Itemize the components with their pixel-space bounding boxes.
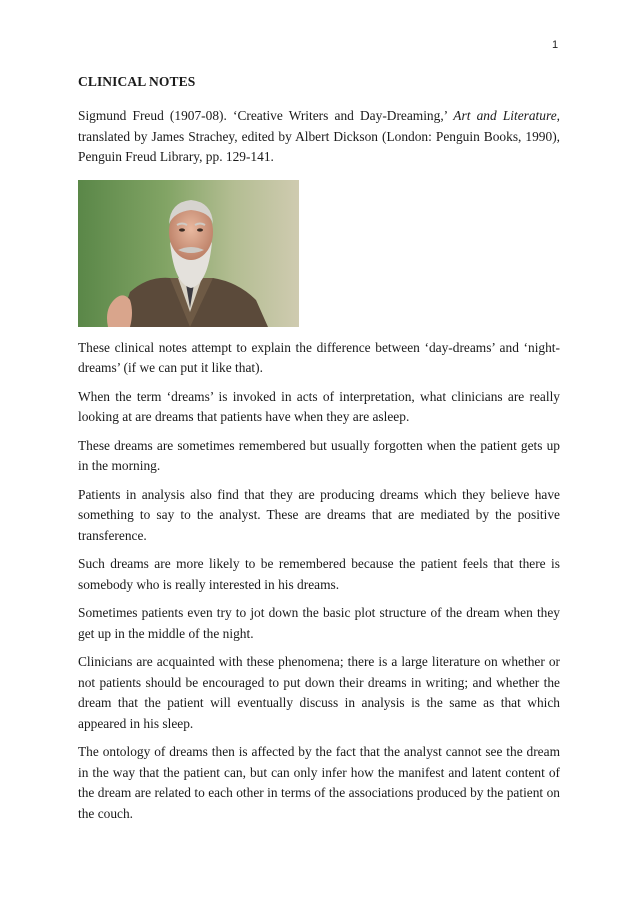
- paragraph-7: Clinicians are acquainted with these phenomena; there is a large literature on whether or not patients should be encouraged to put down their dreams in writing; and whether the dream that the patient will eventually discuss in analysis is the same as that which appeared in his sleep.: [78, 654, 560, 731]
- portrait-illustration: [78, 180, 299, 327]
- citation: [78, 106, 560, 168]
- paragraph-4: Patients in analysis also find that they are producing dreams which they believe have something to say to the analyst. These are dreams that are mediated by the positive transference.: [78, 486, 560, 543]
- citation-text-end: , translated by James Strachey, edited by Albert Dickson (London: Penguin Books, 1990), Penguin Freud Library, pp. 129-141.: [78, 108, 560, 164]
- citation-text-start: Sigmund Freud (1907-08). ‘Creative Writers and Day-Dreaming,’: [78, 108, 454, 123]
- portrait-photo: [78, 180, 299, 327]
- paragraph-6: Sometimes patients even try to jot down the basic plot structure of the dream when they get up in the middle of the night.: [78, 605, 560, 641]
- paragraph-2: When the term ‘dreams’ is invoked in acts of interpretation, what clinicians are really looking at are dreams that patients have when they are asleep.: [78, 388, 560, 424]
- citation-book-title: Art and Literature: [453, 108, 557, 123]
- paragraph-3: These dreams are sometimes remembered but usually forgotten when the patient gets up in the morning.: [78, 437, 560, 473]
- paragraph-8: The ontology of dreams then is affected by the fact that the analyst cannot see the dream in the way that the patient can, but can only infer how the manifest and latent content of the dream are related to each other in terms of the associations produced by the patient on the couch.: [78, 744, 560, 821]
- paragraph-5: Such dreams are more likely to be remembered because the patient feels that there is somebody who is really interested in his dreams.: [78, 556, 560, 592]
- document-heading: CLINICAL NOTES: [78, 74, 196, 89]
- page-number: 1: [552, 39, 559, 51]
- paragraph-1: These clinical notes attempt to explain the difference between ‘day-dreams’ and ‘night-dreams’ (if we can put it like that).: [78, 339, 560, 375]
- document-body: [78, 74, 560, 832]
